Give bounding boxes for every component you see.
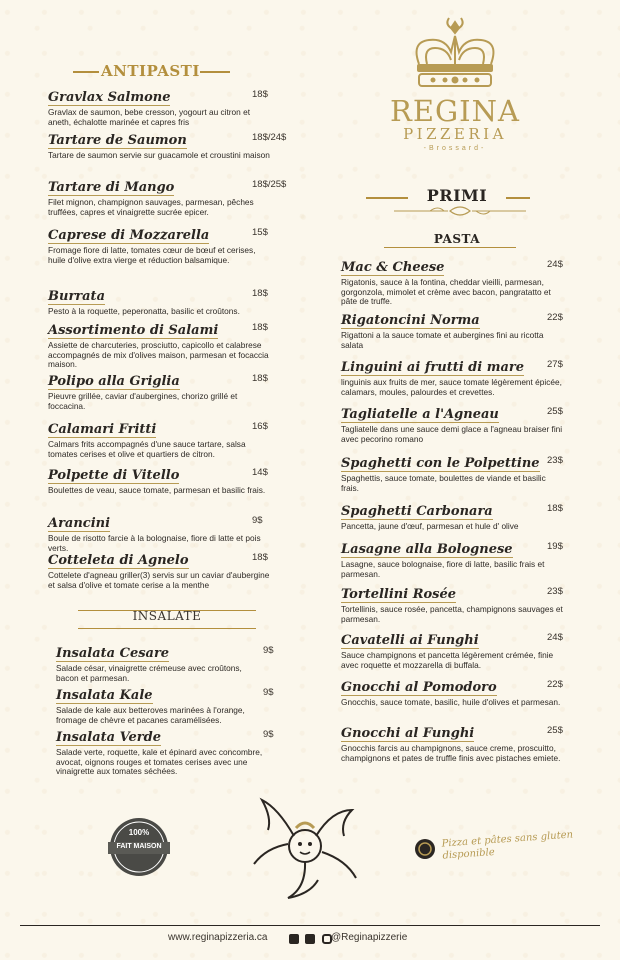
antipasti-item (48, 466, 274, 496)
item-price: 14$ (252, 467, 268, 478)
item-price: 9$ (263, 645, 274, 656)
item-price: 22$ (547, 312, 563, 323)
item-description: Pieuvre grillée, caviar d'aubergines, chorizo grillé et foccacina. (48, 391, 238, 411)
antipasti-item (48, 420, 274, 459)
item-description: Boulettes de veau, sauce tomate, parmesan et basilic frais. (48, 485, 266, 495)
item-description: Tagliatelle dans une sauce demi glace a l'agneau braiser fini avec pecorino romano (341, 424, 563, 444)
item-price: 16$ (252, 421, 268, 432)
ornament-icon (390, 203, 530, 219)
item-name: Linguini ai frutti di mare (341, 360, 525, 375)
item-price: 9$ (263, 687, 274, 698)
item-description: Salade de kale aux betteroves marinées à l'orange, fromage de chèvre et pacanes caramélisées. (56, 705, 245, 725)
item-description: Assiette de charcuteries, prosciutto, capicollo et calabrese accompagnés de mix d'olives maison, parmesan et focaccia maison. (48, 340, 269, 369)
item-price: 25$ (547, 725, 563, 736)
item-name: Mac & Cheese (341, 260, 445, 275)
item-name: Tartare de Saumon (48, 133, 187, 148)
item-name: Spaghetti Carbonara (341, 504, 493, 519)
item-price: 23$ (547, 586, 563, 597)
item-description: Pesto à la roquette, peperonatta, basilic et croûtons. (48, 306, 240, 316)
insalate-heading: INSALATE (132, 609, 202, 623)
primi-rule-left (366, 197, 408, 199)
pasta-heading: PASTA (433, 232, 481, 246)
primi-item (341, 258, 566, 307)
item-description: Pancetta, jaune d'œuf, parmesan et hule d' olive (341, 521, 519, 531)
antipasti-item (48, 321, 274, 370)
primi-item (341, 454, 566, 493)
item-name: Insalata Verde (56, 730, 161, 745)
item-description: Spaghettis, sauce tomate, boulettes de viande et basilic frais. (341, 473, 546, 493)
item-name: Rigatoncini Norma (341, 313, 480, 328)
pasta-rule (384, 247, 516, 248)
primi-item (341, 724, 566, 763)
item-description: Salade verte, roquette, kale et épinard avec concombre, avocat, oignons rouges et tomates cerises avec une vinaigrette aux tomates séchées. (56, 747, 263, 776)
item-price: 15$ (252, 227, 268, 238)
heading-rule-right (200, 71, 230, 73)
item-name: Gravlax Salmone (48, 90, 171, 105)
item-description: Tartare de saumon servie sur guacamole et croustini maison (48, 150, 270, 160)
primi-rule-right (506, 197, 530, 199)
item-description: Gnocchis, sauce tomate, basilic, huile d'olives et parmesan. (341, 697, 561, 707)
item-price: 19$ (547, 541, 563, 552)
item-name: Tortellini Rosée (341, 587, 457, 602)
antipasti-heading: ANTIPASTI (101, 62, 200, 80)
item-description: Filet mignon, champignon sauvages, parmesan, pêches truffées, capres et vinaigrette sucrée epicer. (48, 197, 254, 217)
item-name: Calamari Fritti (48, 422, 157, 437)
item-price: 18$/25$ (252, 179, 287, 190)
item-price: 9$ (252, 515, 263, 526)
insalate-item (56, 686, 274, 725)
primi-item (341, 311, 566, 350)
item-description: Calmars frits accompagnés d'une sauce tartare, salsa tomates cerises et olive et quartiers de citron. (48, 439, 246, 459)
item-description: Rigattoni a la sauce tomate et aubergines fini au ricotta salata (341, 330, 544, 350)
antipasti-item (48, 88, 274, 127)
primi-item (341, 585, 566, 624)
item-name: Spaghetti con le Polpettine (341, 456, 540, 471)
insalate-item (56, 728, 274, 777)
badge-percent: 100% (128, 828, 150, 837)
item-description: Boule de risotto farcie à la bolognaise, fiore di latte et pois verts. (48, 533, 261, 553)
gluten-note: Pizza et pâtes sans gluten disponible (441, 829, 574, 862)
item-name: Polpette di Vitello (48, 468, 180, 483)
item-name: Cavatelli ai Funghi (341, 633, 479, 648)
insalate-rule-bottom (78, 628, 256, 629)
item-name: Tartare di Mango (48, 180, 175, 195)
item-price: 24$ (547, 259, 563, 270)
item-name: Assortimento di Salami (48, 323, 219, 338)
footer-rule (20, 925, 600, 926)
primi-item (341, 678, 566, 708)
item-description: Salade césar, vinaigrette crémeuse avec croûtons, bacon et parmesan. (56, 663, 242, 683)
antipasti-item (48, 372, 274, 411)
primi-item (341, 540, 566, 579)
item-name: Caprese di Mozzarella (48, 228, 210, 243)
item-price: 24$ (547, 632, 563, 643)
heading-rule-left (73, 71, 99, 73)
item-price: 18$ (252, 373, 268, 384)
antipasti-item (48, 131, 287, 161)
item-price: 9$ (263, 729, 274, 740)
item-name: Tagliatelle a l'Agneau (341, 407, 499, 422)
antipasti-item (48, 178, 287, 217)
item-price: 25$ (547, 406, 563, 417)
item-name: Burrata (48, 289, 105, 304)
item-name: Gnocchi al Pomodoro (341, 680, 497, 695)
gluten-free-icon (414, 838, 436, 860)
item-price: 18$ (547, 503, 563, 514)
trinacria-icon (248, 788, 362, 904)
item-price: 18$ (252, 322, 268, 333)
primi-item (341, 358, 566, 397)
item-description: Sauce champignons et pancetta légèrement crémée, finie avec roquette et mozzarella di buffala. (341, 650, 554, 670)
primi-item (341, 405, 566, 444)
item-description: Cottelete d'agneau griller(3) servis sur un caviar d'aubergine et salsa d'olive et tomate cerise a la menthe (48, 570, 270, 590)
antipasti-item (48, 226, 274, 265)
item-price: 22$ (547, 679, 563, 690)
footer-website[interactable]: www.reginapizzeria.ca (168, 932, 268, 943)
item-price: 23$ (547, 455, 563, 466)
primi-item (341, 631, 566, 670)
item-name: Cotteleta di Agnelo (48, 553, 189, 568)
item-name: Insalata Cesare (56, 646, 170, 661)
crown-icon (405, 14, 505, 96)
item-description: linguinis aux fruits de mer, sauce tomate légèrement épicée, calamars, moules, palourdes et crevettes. (341, 377, 562, 397)
item-name: Lasagne alla Bolognese (341, 542, 513, 557)
antipasti-item (48, 551, 274, 590)
item-price: 27$ (547, 359, 563, 370)
primi-item (341, 502, 566, 532)
item-name: Insalata Kale (56, 688, 153, 703)
item-name: Arancini (48, 516, 111, 531)
item-price: 18$/24$ (252, 132, 287, 143)
item-name: Polipo alla Griglia (48, 374, 180, 389)
badge-text: FAIT MAISON (116, 843, 162, 850)
logo-name: REGINA (390, 94, 520, 128)
item-price: 18$ (252, 89, 268, 100)
twitter-icon[interactable] (289, 934, 299, 944)
item-price: 18$ (252, 552, 268, 563)
facebook-icon[interactable] (305, 934, 315, 944)
item-description: Fromage fiore di latte, tomates cœur de bœuf et cerises, huile d'olive extra vierge et réduction balsamique. (48, 245, 256, 265)
antipasti-item (48, 287, 274, 317)
social-icons (289, 931, 332, 949)
insalate-item (56, 644, 274, 683)
item-description: Tortellinis, sauce rosée, pancetta, champignons sauvages et parmesan. (341, 604, 563, 624)
item-description: Gravlax de saumon, bebe cresson, yogourt au citron et aneth, échalotte marinée et capres fris (48, 107, 251, 127)
antipasti-item (48, 514, 274, 553)
item-description: Lasagne, sauce bolognaise, fiore di latte, basilic frais et parmesan. (341, 559, 545, 579)
footer-handle[interactable]: @Reginapizzerie (331, 932, 408, 943)
item-name: Gnocchi al Funghi (341, 726, 475, 741)
logo-location: -Brossard- (423, 145, 487, 152)
primi-heading: PRIMI (426, 186, 488, 205)
logo-sub: PIZZERIA (403, 125, 507, 143)
item-price: 18$ (252, 288, 268, 299)
item-description: Gnocchis farcis au champignons, sauce creme, proscuitto, champignons et pates de truffle finis avec pistaches emiete. (341, 743, 561, 763)
item-description: Rigatonis, sauce à la fontina, cheddar vieilli, parmesan, gorgonzola, mimolet et crème avec bacon, pangratatto et pâte de truffe. (341, 277, 551, 306)
